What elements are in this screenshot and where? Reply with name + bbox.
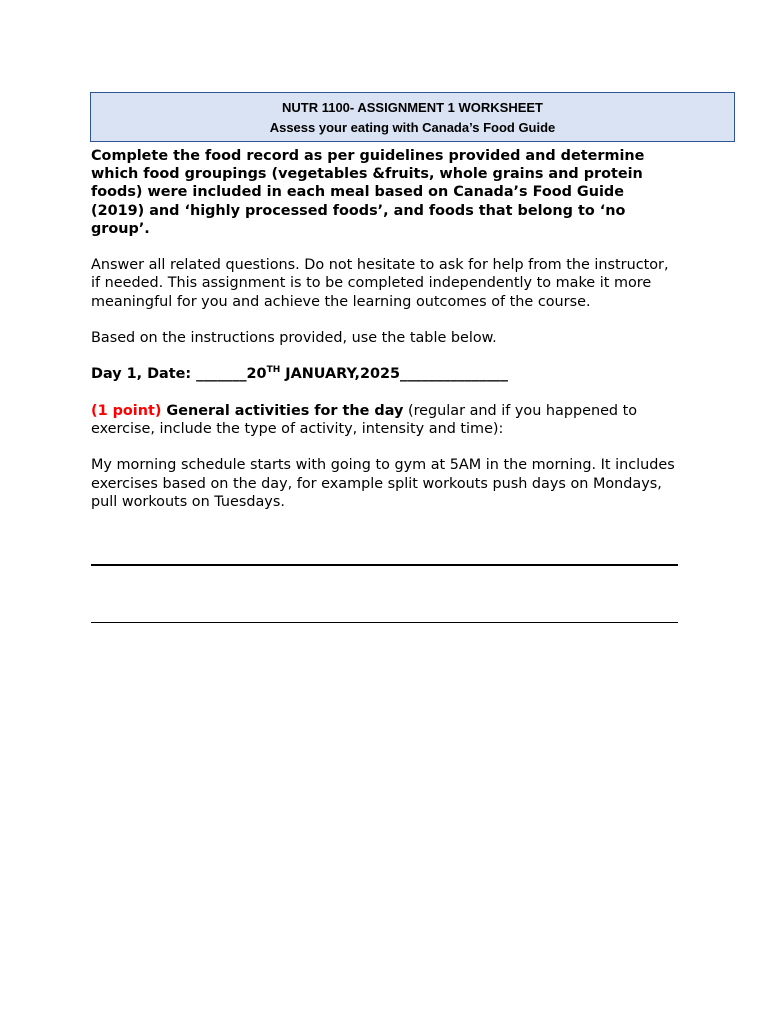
day-date-superscript: TH (266, 365, 281, 376)
activity-description: (regular and if you happened to exercise, include the type of activity, intensity and time): (91, 402, 638, 437)
day-date-line (91, 365, 681, 383)
answer-line (91, 622, 678, 623)
instructions-paragraph: Answer all related questions. Do not hesitate to ask for help from the instructor, if needed. This assignment is to be completed independently to make it more meaningful for you and achieve the learning outcomes of the course. (91, 257, 669, 310)
points-label: (1 point) (91, 402, 162, 419)
worksheet-title: NUTR 1100- ASSIGNMENT 1 WORKSHEET (281, 100, 543, 115)
instructions-intro: Complete the food record as per guidelines provided and determine which food groupings (vegetables &fruits, whole grains and protein foods) were included in each meal based on Canada’s Food Guide (2019) and ‘highly processed foods’, and foods that belong to ‘no group’. (91, 148, 645, 237)
activity-question (91, 402, 681, 438)
worksheet-body (91, 147, 681, 511)
table-instruction: Based on the instructions provided, use the table below. (91, 330, 497, 346)
answer-line (91, 564, 678, 566)
activity-label: General activities for the day (161, 402, 404, 419)
day-date-prefix: Day 1, Date: _______20 (91, 366, 267, 383)
worksheet-header (90, 92, 735, 142)
worksheet-subtitle: Assess your eating with Canada’s Food Guide (269, 120, 556, 135)
day-date-suffix: JANUARY,2025_______________ (280, 366, 508, 383)
activity-answer[interactable]: My morning schedule starts with going to gym at 5AM in the morning. It includes exercises based on the day, for example split workouts push days on Mondays, pull workouts on Tuesdays. (91, 457, 675, 510)
